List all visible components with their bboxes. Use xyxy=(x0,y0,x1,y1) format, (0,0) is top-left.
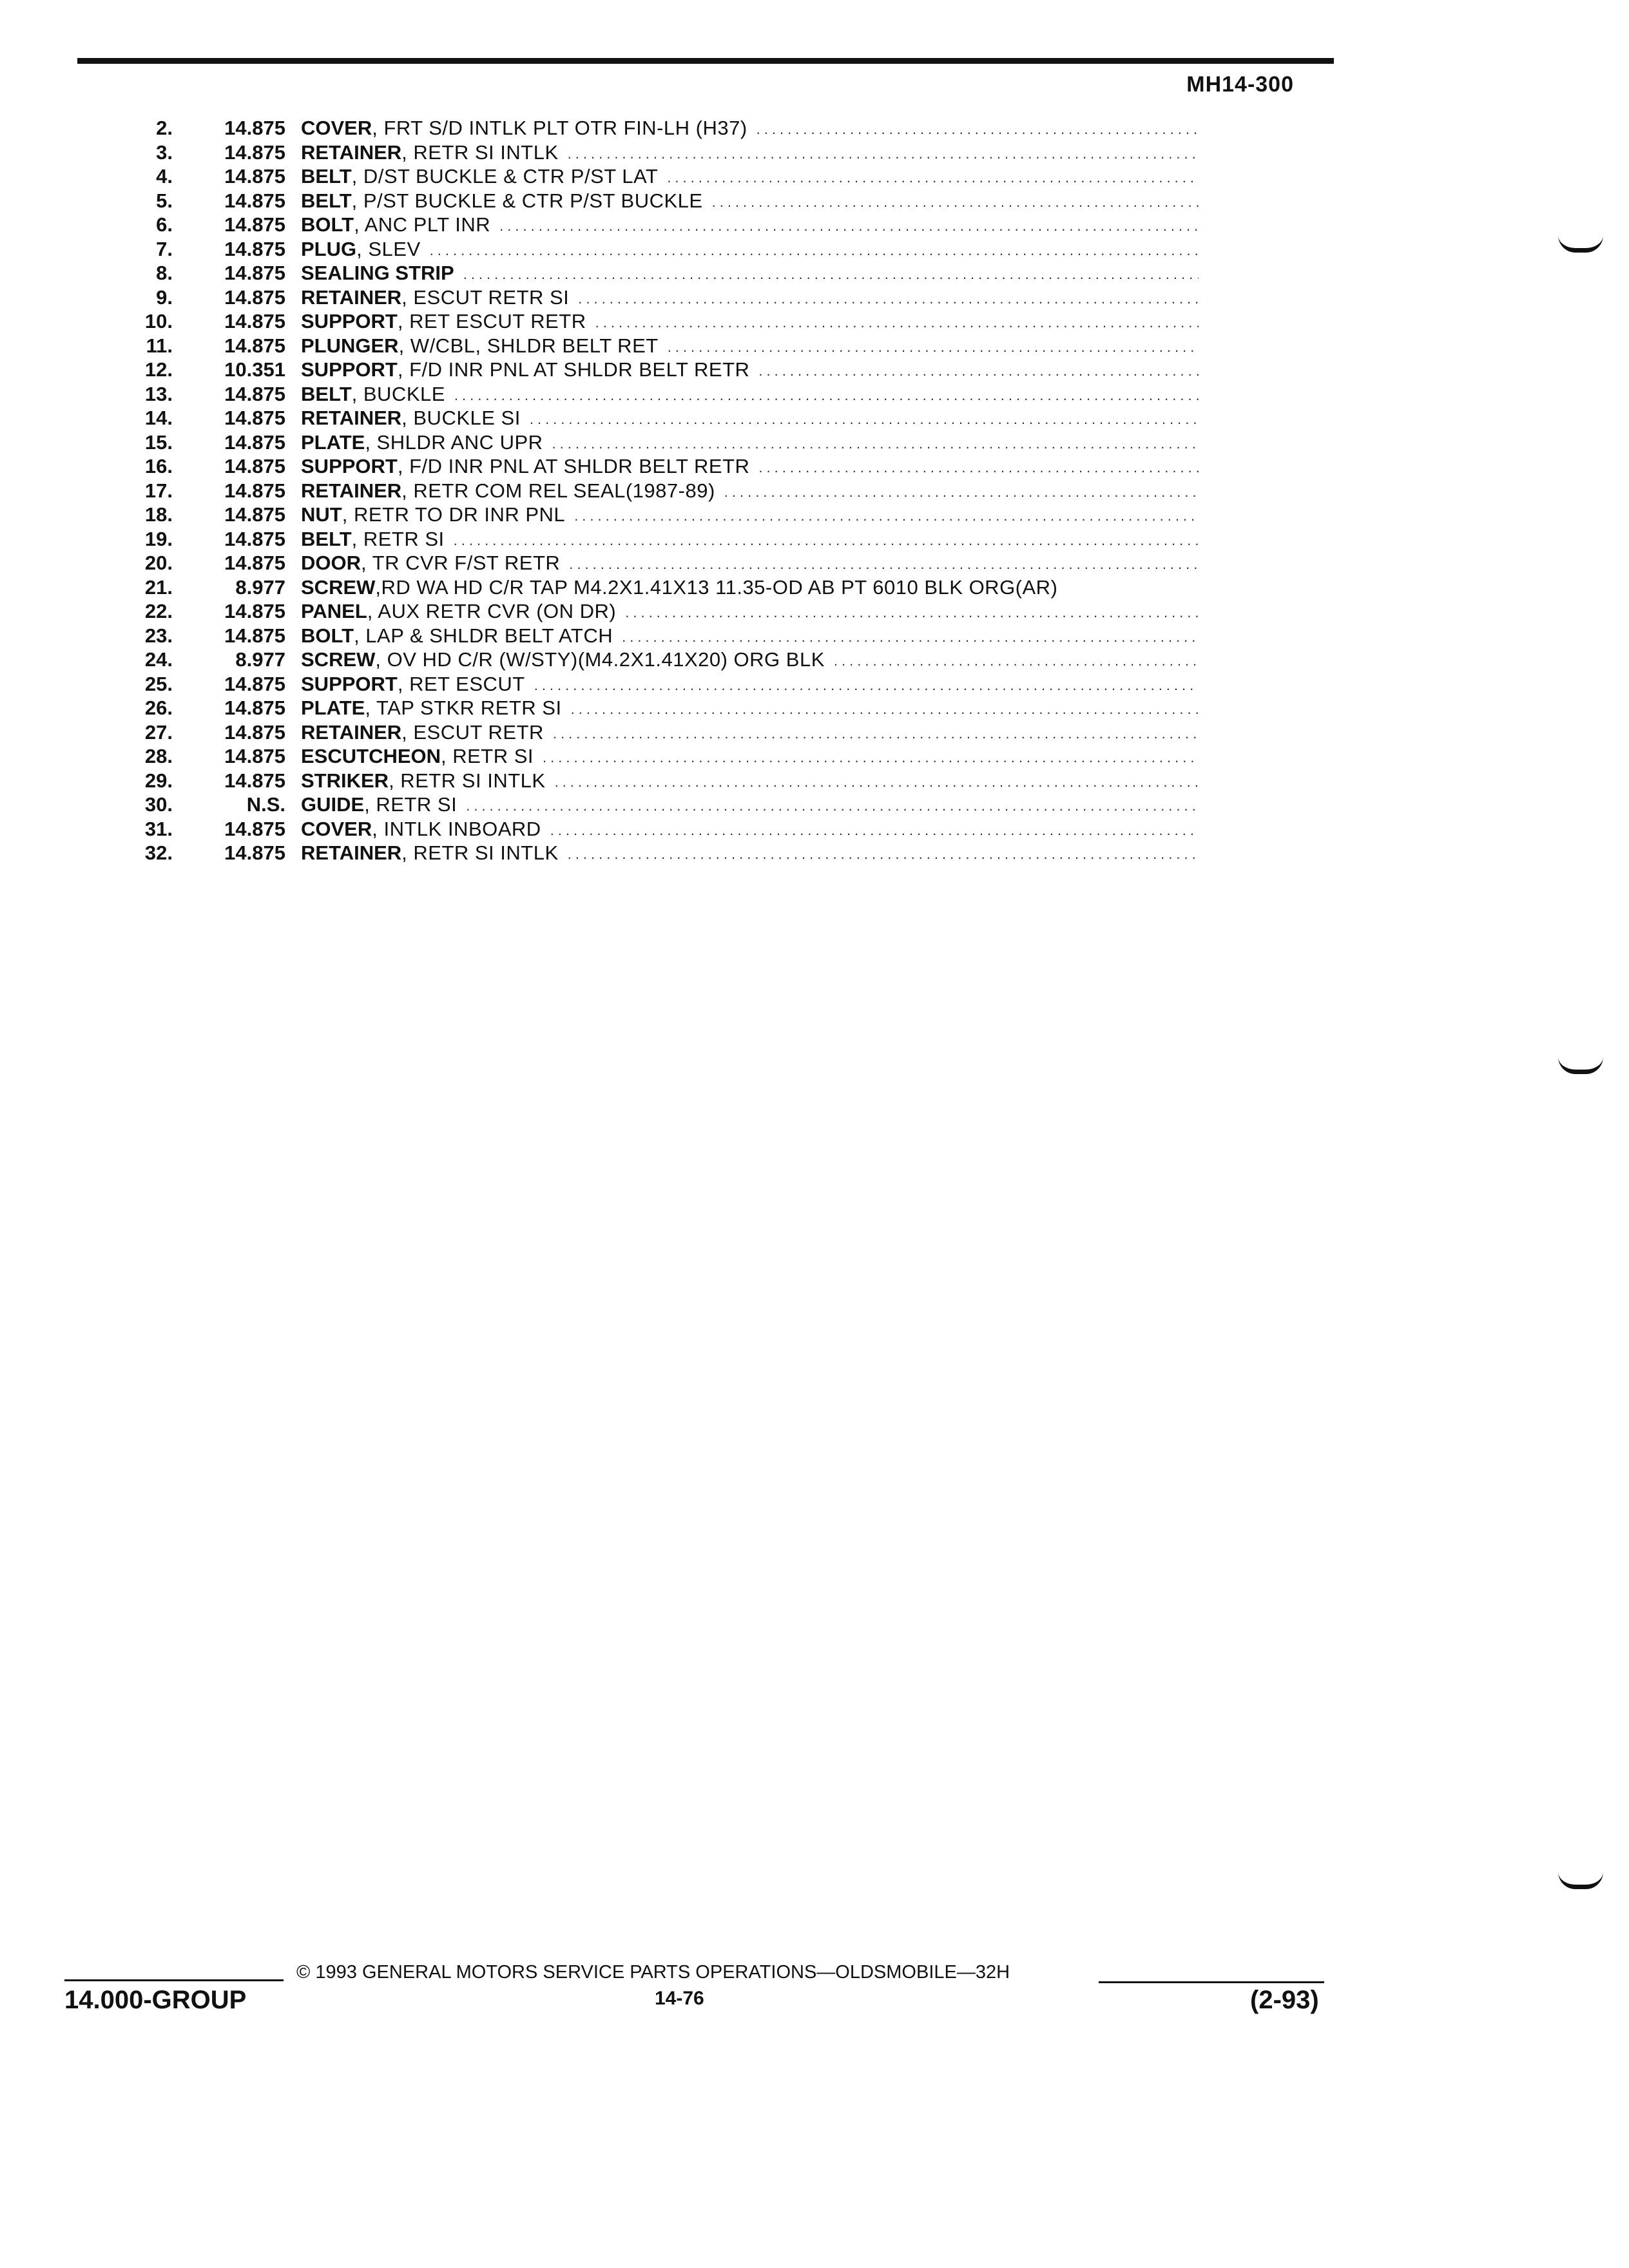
dot-leader xyxy=(569,551,1199,575)
group-number: 14.875 xyxy=(224,600,285,622)
item-number: 22. xyxy=(144,600,173,622)
group-number: 14.875 xyxy=(224,237,285,260)
part-description: , TAP STKR RETR SI xyxy=(365,697,562,719)
parts-row xyxy=(116,527,1199,552)
part-name: SUPPORT xyxy=(301,455,398,477)
part-name: RETAINER xyxy=(301,841,402,864)
part-description: , RETR COM REL SEAL(1987-89) xyxy=(401,479,715,502)
parts-row xyxy=(116,309,1199,334)
part-name: BELT xyxy=(301,165,352,187)
item-number: 26. xyxy=(144,697,173,719)
part-name: PLUNGER xyxy=(301,334,399,357)
dot-leader xyxy=(724,479,1199,503)
group-number: 14.875 xyxy=(224,769,285,792)
parts-row xyxy=(116,164,1199,189)
part-description: , ANC PLT INR xyxy=(354,213,491,236)
group-number: 14.875 xyxy=(224,745,285,767)
dot-leader xyxy=(568,140,1199,165)
item-number: 20. xyxy=(144,552,173,574)
group-number: 14.875 xyxy=(224,817,285,840)
parts-row xyxy=(116,140,1199,165)
part-name: PLATE xyxy=(301,697,365,719)
item-number: 28. xyxy=(144,745,173,767)
group-number: 14.875 xyxy=(224,262,285,284)
binding-mark-top xyxy=(1558,235,1603,253)
dot-leader xyxy=(834,648,1199,672)
page-code: MH14-300 xyxy=(1186,72,1294,97)
item-number: 2. xyxy=(156,117,173,139)
item-number: 14. xyxy=(144,407,173,429)
dot-leader xyxy=(622,624,1199,648)
part-description: ,RD WA HD C/R TAP M4.2X1.41X13 11.35-OD AB PT 6010 BLK ORG(AR) xyxy=(375,575,1058,599)
group-number: 14.875 xyxy=(224,503,285,526)
part-description: , AUX RETR CVR (ON DR) xyxy=(367,600,617,622)
footer-page-number: 14-76 xyxy=(655,1988,704,2009)
dot-leader xyxy=(757,116,1199,140)
part-description: , RETR SI INTLK xyxy=(389,769,546,792)
item-number: 23. xyxy=(144,624,173,647)
parts-row xyxy=(116,116,1199,140)
item-number: 3. xyxy=(156,140,173,164)
part-name: DOOR xyxy=(301,552,361,574)
item-number: 11. xyxy=(146,334,173,357)
group-number: 14.875 xyxy=(224,382,285,405)
footer-rule-right xyxy=(1099,1981,1324,1983)
item-number: 21. xyxy=(144,575,173,599)
part-name: COVER xyxy=(301,817,372,840)
item-number: 9. xyxy=(156,285,173,309)
part-name: SUPPORT xyxy=(301,672,398,695)
dot-leader xyxy=(555,769,1199,793)
part-name: RETAINER xyxy=(301,720,402,744)
parts-row xyxy=(116,817,1199,841)
item-number: 7. xyxy=(156,237,173,260)
item-number: 6. xyxy=(156,213,173,236)
part-name: SCREW xyxy=(301,648,376,671)
part-description: , TR CVR F/ST RETR xyxy=(361,552,561,574)
group-number: 14.875 xyxy=(224,213,285,236)
item-number: 17. xyxy=(144,479,173,502)
dot-leader xyxy=(758,358,1199,382)
dot-leader xyxy=(463,261,1199,285)
part-description: , BUCKLE xyxy=(351,382,445,405)
part-name: BELT xyxy=(301,189,352,212)
group-number: 14.875 xyxy=(224,430,285,454)
group-number: 10.351 xyxy=(224,358,285,381)
part-description: , RETR SI xyxy=(364,793,458,816)
dot-leader xyxy=(534,672,1199,697)
part-name: SUPPORT xyxy=(301,310,398,332)
parts-row xyxy=(116,769,1199,793)
dot-leader xyxy=(499,213,1199,237)
part-description: , F/D INR PNL AT SHLDR BELT RETR xyxy=(397,358,750,381)
item-number: 15. xyxy=(144,430,173,454)
binding-mark-middle xyxy=(1558,1057,1603,1074)
parts-row xyxy=(116,454,1199,479)
part-name: ESCUTCHEON xyxy=(301,745,441,767)
item-number: 10. xyxy=(144,310,173,332)
item-number: 5. xyxy=(156,189,173,212)
parts-row xyxy=(116,430,1199,455)
parts-row xyxy=(116,841,1199,865)
item-number: 30. xyxy=(144,793,173,816)
part-description: , LAP & SHLDR BELT ATCH xyxy=(354,624,613,647)
part-name: BOLT xyxy=(301,213,354,236)
part-name: STRIKER xyxy=(301,769,389,792)
item-number: 18. xyxy=(144,503,173,526)
dot-leader xyxy=(454,382,1199,407)
dot-leader xyxy=(578,285,1199,310)
parts-row xyxy=(116,358,1199,382)
dot-leader xyxy=(568,841,1199,865)
group-number: 14.875 xyxy=(224,455,285,477)
part-description: , SLEV xyxy=(356,237,421,260)
parts-row xyxy=(116,479,1199,503)
part-name: NUT xyxy=(301,503,342,526)
group-number: N.S. xyxy=(246,793,285,816)
binding-mark-bottom xyxy=(1558,1872,1603,1889)
group-number: 14.875 xyxy=(224,285,285,309)
part-description: , RET ESCUT RETR xyxy=(397,310,586,332)
part-name: SUPPORT xyxy=(301,358,398,381)
part-description: , RETR SI INTLK xyxy=(401,140,559,164)
group-number: 14.875 xyxy=(224,624,285,647)
dot-leader xyxy=(553,720,1199,745)
dot-leader xyxy=(712,189,1199,213)
group-number: 14.875 xyxy=(224,407,285,429)
dot-leader xyxy=(595,309,1199,334)
dot-leader xyxy=(758,454,1199,479)
part-description: , ESCUT RETR SI xyxy=(401,285,570,309)
dot-leader xyxy=(454,527,1199,552)
parts-list xyxy=(116,116,1199,865)
parts-row xyxy=(116,672,1199,697)
item-number: 8. xyxy=(156,262,173,284)
item-number: 12. xyxy=(144,358,173,381)
part-description: , RETR SI xyxy=(441,745,534,767)
part-description: , F/D INR PNL AT SHLDR BELT RETR xyxy=(397,455,750,477)
item-number: 4. xyxy=(156,165,173,187)
dot-leader xyxy=(668,334,1199,358)
group-number: 14.875 xyxy=(224,527,285,550)
part-description: , RETR SI xyxy=(351,527,445,550)
group-number: 14.875 xyxy=(224,310,285,332)
dot-leader xyxy=(530,406,1199,430)
part-description: , D/ST BUCKLE & CTR P/ST LAT xyxy=(351,165,659,187)
dot-leader xyxy=(430,237,1199,262)
item-number: 25. xyxy=(144,672,173,695)
parts-row xyxy=(116,648,1199,672)
part-name: BELT xyxy=(301,382,352,405)
parts-row xyxy=(116,285,1199,310)
part-name: PLATE xyxy=(301,430,365,454)
group-number: 14.875 xyxy=(224,720,285,744)
parts-row xyxy=(116,575,1199,600)
parts-row xyxy=(116,599,1199,624)
part-description: , SHLDR ANC UPR xyxy=(365,430,543,454)
parts-row xyxy=(116,382,1199,407)
part-description: , RETR SI INTLK xyxy=(401,841,559,864)
parts-row xyxy=(116,624,1199,648)
dot-leader xyxy=(543,744,1199,769)
group-number: 14.875 xyxy=(224,479,285,502)
dot-leader xyxy=(550,817,1199,841)
item-number: 29. xyxy=(144,769,173,792)
dot-leader xyxy=(466,793,1199,817)
item-number: 16. xyxy=(144,455,173,477)
footer-group-label: 14.000-GROUP xyxy=(64,1986,247,2014)
group-number: 14.875 xyxy=(224,334,285,357)
item-number: 19. xyxy=(144,527,173,550)
parts-row xyxy=(116,189,1199,213)
parts-row xyxy=(116,406,1199,430)
part-name: BOLT xyxy=(301,624,354,647)
part-description: , FRT S/D INTLK PLT OTR FIN-LH (H37) xyxy=(372,117,747,139)
group-number: 14.875 xyxy=(224,189,285,212)
part-description: , ESCUT RETR xyxy=(401,720,544,744)
part-name: BELT xyxy=(301,527,352,550)
group-number: 14.875 xyxy=(224,552,285,574)
parts-row xyxy=(116,213,1199,237)
group-number: 14.875 xyxy=(224,140,285,164)
footer-date-code: (2-93) xyxy=(1250,1986,1319,2014)
part-description: , BUCKLE SI xyxy=(401,407,521,429)
footer-copyright: © 1993 GENERAL MOTORS SERVICE PARTS OPERATIONS—OLDSMOBILE—32H xyxy=(296,1962,1010,1983)
part-description: , W/CBL, SHLDR BELT RET xyxy=(398,334,659,357)
dot-leader xyxy=(552,430,1199,455)
part-name: SCREW xyxy=(301,575,376,599)
group-number: 8.977 xyxy=(235,575,285,599)
group-number: 14.875 xyxy=(224,697,285,719)
part-name: RETAINER xyxy=(301,407,402,429)
footer-rule-left xyxy=(64,1979,284,1981)
part-name: SEALING STRIP xyxy=(301,262,454,284)
part-description: , INTLK INBOARD xyxy=(372,817,541,840)
parts-row xyxy=(116,720,1199,745)
item-number: 24. xyxy=(144,648,173,671)
part-name: COVER xyxy=(301,117,372,139)
group-number: 14.875 xyxy=(224,672,285,695)
part-name: RETAINER xyxy=(301,479,402,502)
parts-row xyxy=(116,261,1199,285)
dot-leader xyxy=(625,599,1199,624)
part-description: , RET ESCUT xyxy=(397,672,525,695)
parts-row xyxy=(116,503,1199,527)
part-description: , OV HD C/R (W/STY)(M4.2X1.41X20) ORG BLK xyxy=(375,648,825,671)
item-number: 32. xyxy=(144,841,173,864)
group-number: 8.977 xyxy=(235,648,285,671)
item-number: 31. xyxy=(144,817,173,840)
header-rule xyxy=(77,58,1334,64)
item-number: 27. xyxy=(144,720,173,744)
item-number: 13. xyxy=(144,382,173,405)
group-number: 14.875 xyxy=(224,165,285,187)
part-name: PANEL xyxy=(301,600,367,622)
part-description: , RETR TO DR INR PNL xyxy=(342,503,566,526)
part-name: RETAINER xyxy=(301,140,402,164)
parts-row xyxy=(116,334,1199,358)
dot-leader xyxy=(667,164,1199,189)
group-number: 14.875 xyxy=(224,117,285,139)
parts-row xyxy=(116,793,1199,817)
part-description: , P/ST BUCKLE & CTR P/ST BUCKLE xyxy=(351,189,703,212)
dot-leader xyxy=(571,696,1199,720)
parts-row xyxy=(116,551,1199,575)
part-name: RETAINER xyxy=(301,285,402,309)
parts-row xyxy=(116,237,1199,262)
parts-row xyxy=(116,696,1199,720)
dot-leader xyxy=(574,503,1199,527)
part-name: GUIDE xyxy=(301,793,365,816)
group-number: 14.875 xyxy=(224,841,285,864)
parts-row xyxy=(116,744,1199,769)
part-name: PLUG xyxy=(301,237,357,260)
